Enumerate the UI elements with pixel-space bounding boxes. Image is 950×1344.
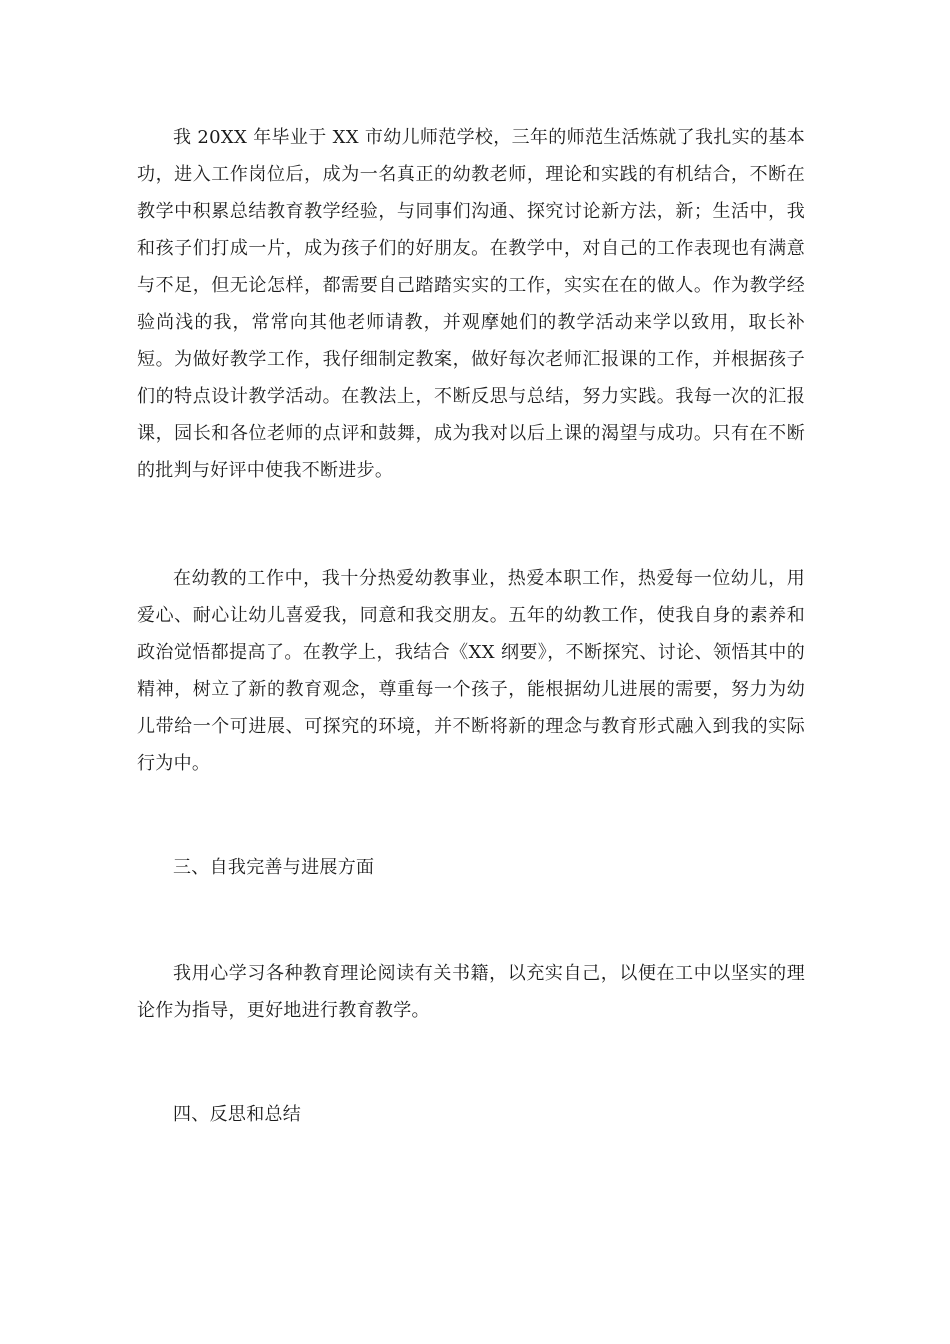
paragraph-graduation: 我 20XX 年毕业于 XX 市幼儿师范学校，三年的师范生活炼就了我扎实的基本功，进入工作岗位后，成为一名真正的幼教老师，理论和实践的有机结合，不断在教学中积累总结教育教学经验，与同事们沟通、探究讨论新方法，新；生活中，我和孩子们打成一片，成为孩子们的好朋友。在教学中，对自己的工作表现也有满意与不足，但无论怎样，都需要自己踏踏实实的工作，实实在在的做人。作为教学经验尚浅的我，常常向其他老师请教，并观摩她们的教学活动来学以致用，取长补短。为做好教学工作，我仔细制定教案，做好每次老师汇报课的工作，并根据孩子们的特点设计教学活动。在教法上，不断反思与总结，努力实践。我每一次的汇报课，园长和各位老师的点评和鼓舞，成为我对以后上课的渴望与成功。只有在不断的批判与好评中使我不断进步。 [137,127,805,481]
section-heading-reflection: 四、反思和总结 [173,1104,302,1125]
paragraph-teaching-work: 在幼教的工作中，我十分热爱幼教事业，热爱本职工作，热爱每一位幼儿，用爱心、耐心让幼儿喜爱我，同意和我交朋友。五年的幼教工作，使我自身的素养和政治觉悟都提高了。在教学上，我结合《XX 纲要》，不断探究、讨论、领悟其中的精神，树立了新的教育观念，尊重每一个孩子，能根据幼儿进展的需要，努力为幼儿带给一个可进展、可探究的环境，并不断将新的理念与教育形式融入到我的实际行为中。 [137,568,805,774]
paragraph-study: 我用心学习各种教育理论阅读有关书籍，以充实自己，以便在工中以坚实的理论作为指导，更好地进行教育教学。 [137,963,805,1021]
section-heading-self-improvement: 三、自我完善与进展方面 [173,857,375,878]
